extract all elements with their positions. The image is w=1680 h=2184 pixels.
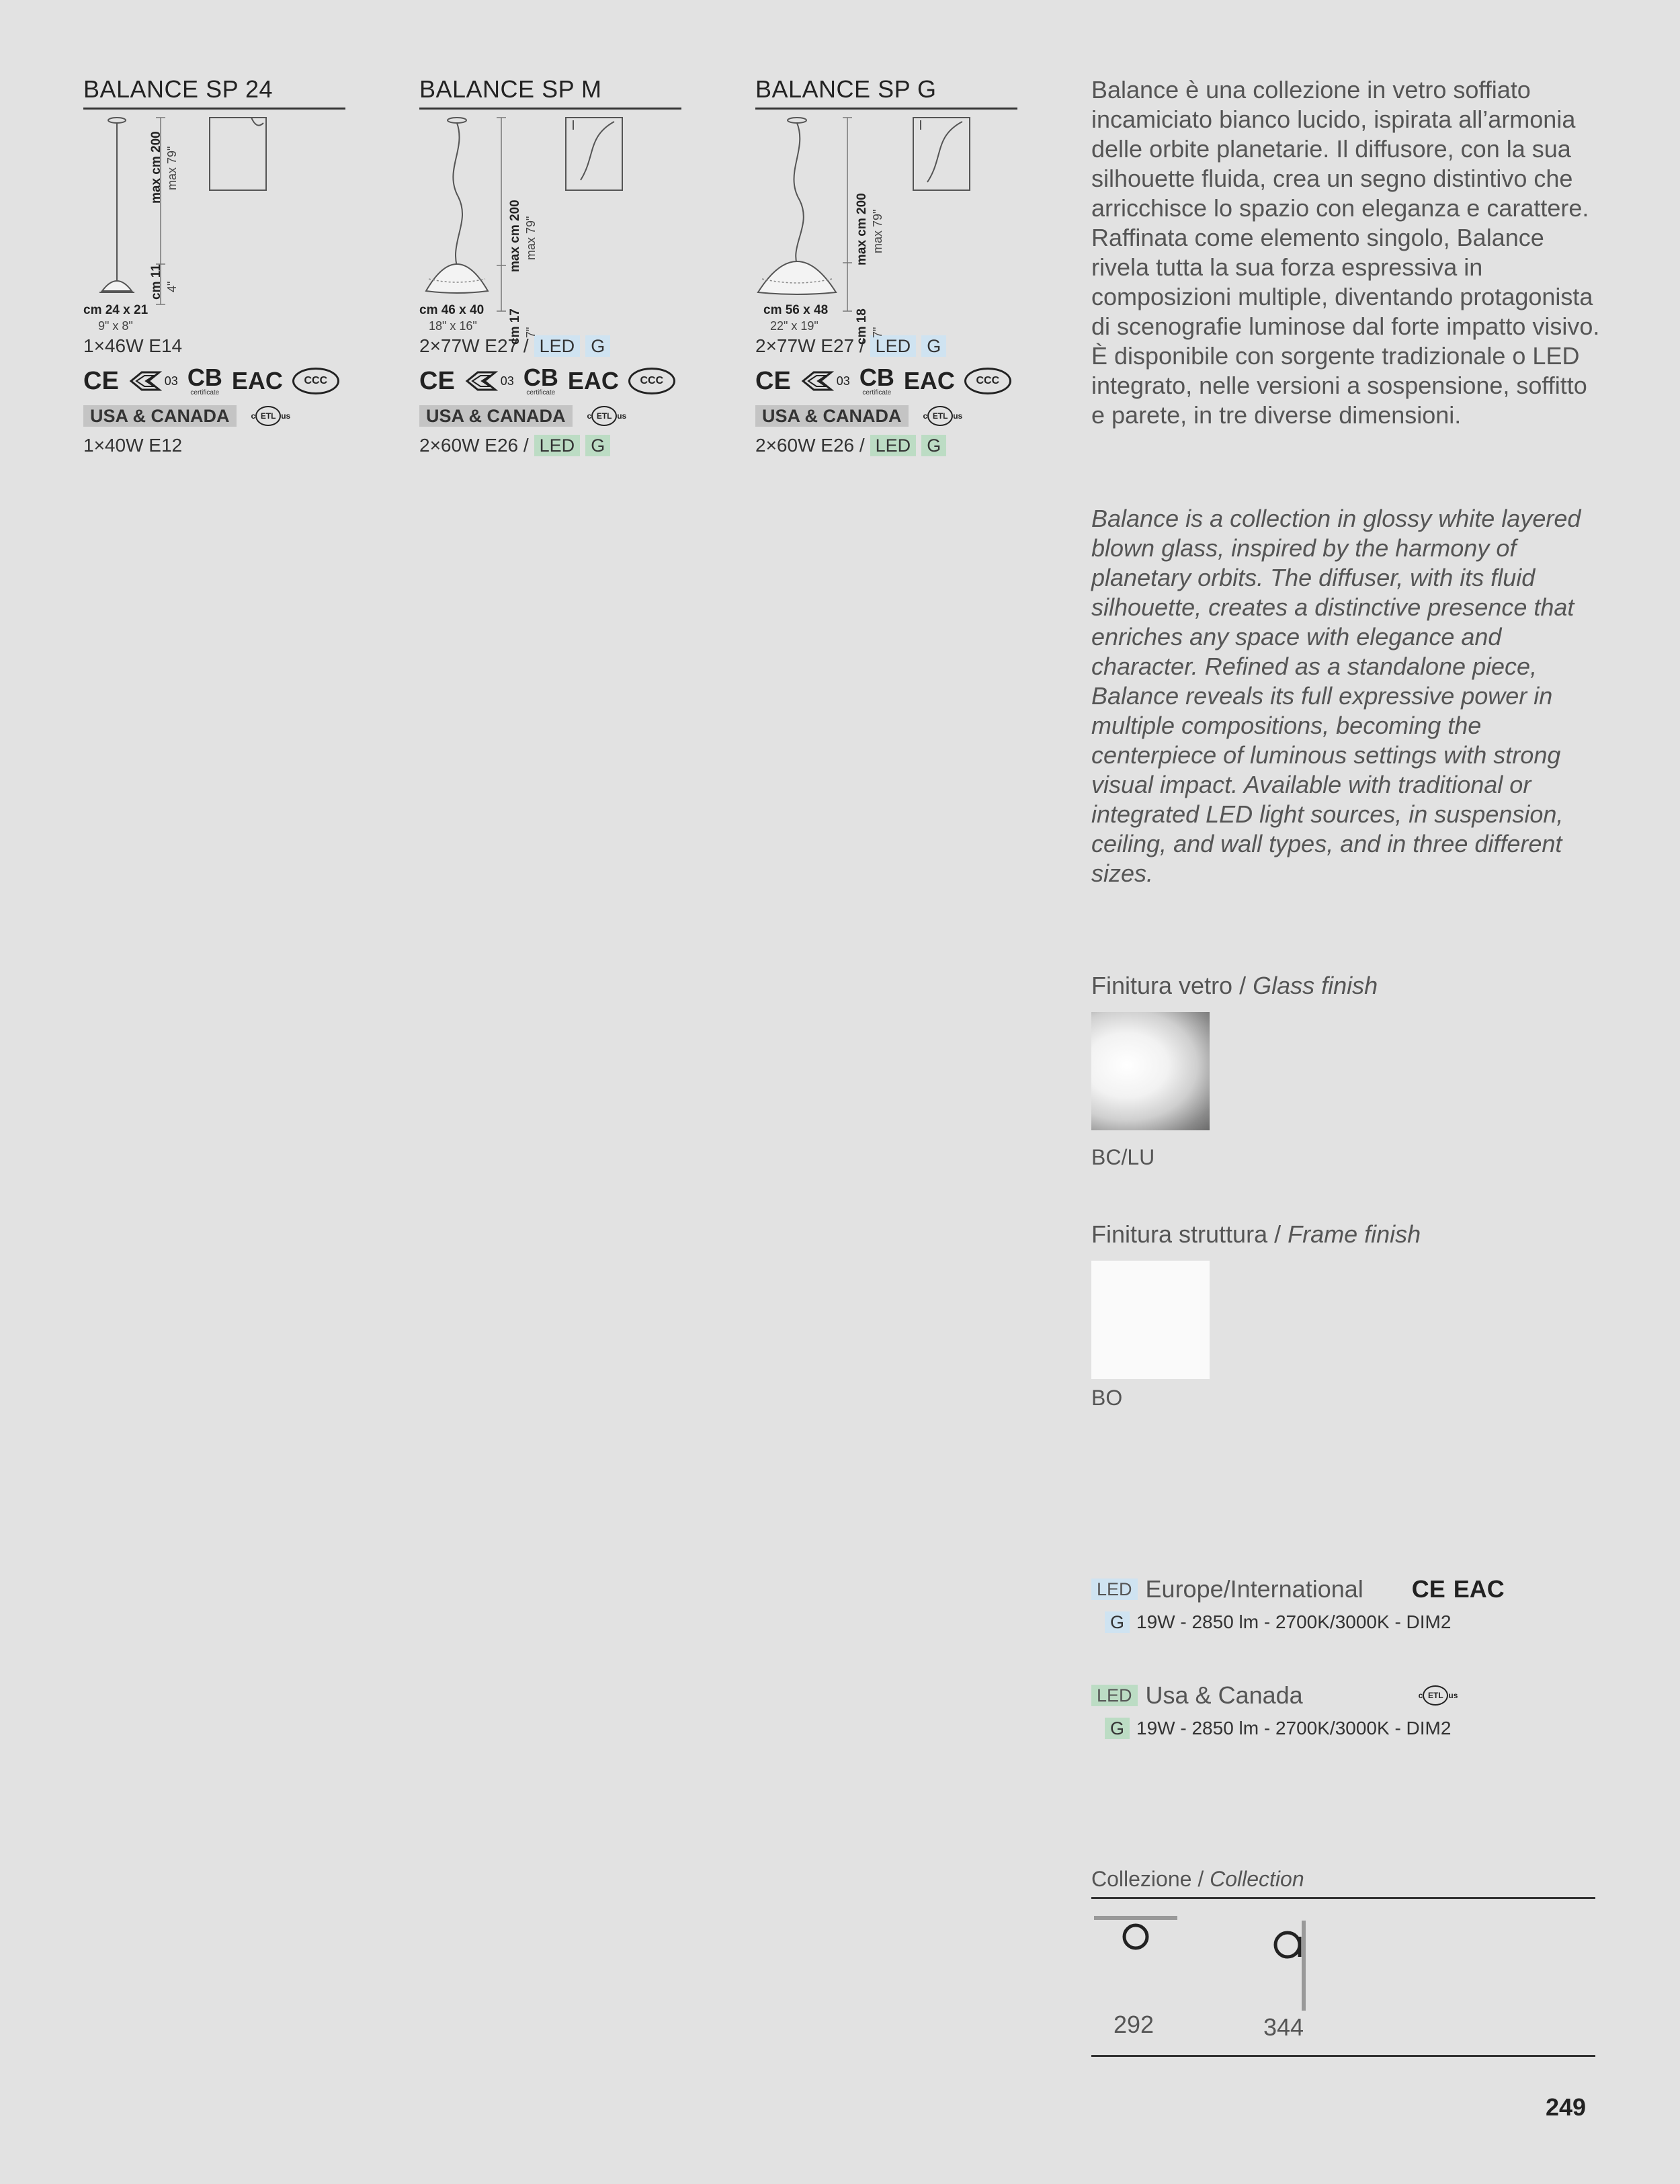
led-eu-spec: 19W - 2850 lm - 2700K/3000K - DIM2	[1136, 1611, 1452, 1632]
led-us-tag: LED	[870, 435, 917, 456]
eu-spec	[419, 331, 681, 361]
product-drawing	[83, 110, 345, 331]
collection-item-number: 292	[1114, 2011, 1154, 2038]
spec-block	[419, 331, 681, 460]
ccc-mark-icon: CCC	[292, 368, 339, 394]
cb-text: CB	[187, 364, 222, 391]
diameter-label: cm 24 x 21	[83, 303, 149, 317]
usa-canada-tag: USA & CANADA	[419, 405, 573, 427]
product-drawing	[419, 110, 681, 345]
etl-c: c	[923, 411, 928, 421]
led-us-header	[1091, 1681, 1602, 1710]
product-title: BALANCE SP 24	[83, 75, 345, 110]
etl-us: us	[953, 411, 963, 421]
led-us-block	[1091, 1681, 1602, 1739]
product-column-spg	[755, 75, 1017, 460]
etl-c: c	[251, 411, 256, 421]
eac-mark-icon: EAC	[231, 367, 283, 394]
led-us-tag: LED	[534, 435, 581, 456]
page-number: 249	[1546, 2093, 1587, 2121]
ce-mark-icon: CE	[1411, 1575, 1445, 1603]
enec-number: 03	[500, 374, 514, 388]
g-us-tag: G	[585, 435, 610, 456]
glass-finish-swatch	[1091, 1012, 1210, 1130]
frame-finish-code: BO	[1091, 1386, 1123, 1410]
collection-item-number: 344	[1263, 2013, 1304, 2041]
frame-finish-swatch	[1091, 1261, 1210, 1379]
usa-row	[419, 401, 681, 431]
etl-c: c	[1418, 1691, 1423, 1700]
glass-finish-code: BC/LU	[1091, 1145, 1155, 1169]
cb-subtext: certificate	[862, 389, 892, 396]
eu-spec-text: 2×77W E27 /	[755, 335, 865, 356]
cb-subtext: certificate	[190, 389, 220, 396]
g-eu-tag: G	[1105, 1611, 1130, 1633]
height-max-inch-label: max 79"	[871, 209, 884, 253]
diameter-inch-label: 22" x 19"	[770, 319, 818, 333]
collection-title	[1091, 1867, 1595, 1899]
cb-mark-icon	[187, 366, 222, 396]
etl-us: us	[281, 411, 291, 421]
ce-mark-icon: CE	[419, 366, 455, 395]
led-eu-header	[1091, 1575, 1602, 1603]
height-body-inch-label: 4"	[165, 281, 179, 292]
ccc-mark-icon: CCC	[628, 368, 675, 394]
description-english: Balance is a collection in glossy white layered blown glass, inspired by the harmony of planetary orbits. The diffuser, with its fluid silhouette, creates a distinctive presence that enriches any space with elegance and character. Refined as a standalone piece, Balance reveals its full expressive power in multiple compositions, becoming the centerpiece of luminous settings with strong visual impact. Available with traditional or integrated LED light sources, in suspension, ceiling, and wall types, and in three different sizes.	[1091, 505, 1581, 887]
height-body-inch-label: 7"	[871, 327, 884, 338]
g-eu-tag: G	[585, 335, 610, 357]
g-eu-tag: G	[921, 335, 946, 357]
ceiling-lamp-icon	[1091, 1914, 1212, 1968]
led-eu-label: Europe/International	[1145, 1575, 1363, 1603]
glass-finish-title-en: Glass finish	[1253, 972, 1378, 999]
collection-item-344[interactable]	[1253, 1914, 1374, 2048]
height-max-label: max cm 200	[149, 131, 163, 204]
us-spec	[83, 431, 345, 460]
frame-finish-sep: /	[1267, 1220, 1288, 1248]
glass-finish-sep: /	[1232, 972, 1253, 999]
pendant-drawing	[83, 110, 345, 331]
ccc-mark-icon: CCC	[964, 368, 1011, 394]
led-us-tag: LED	[1091, 1685, 1138, 1706]
description-column	[1091, 75, 1602, 888]
etl-text: ETL	[255, 406, 281, 426]
etl-text: ETL	[927, 406, 953, 426]
etl-mark-icon	[251, 401, 291, 431]
led-eu-tag: LED	[870, 335, 917, 357]
eu-spec-text: 1×46W E14	[83, 335, 183, 356]
enec-mark-icon	[800, 370, 850, 392]
cb-text: CB	[523, 364, 558, 391]
eac-mark-icon: EAC	[1453, 1575, 1505, 1603]
etl-text: ETL	[591, 406, 617, 426]
eu-spec	[83, 331, 345, 361]
etl-us: us	[1448, 1691, 1458, 1700]
description-italian: Balance è una collezione in vetro soffiato incamiciato bianco lucido, ispirata all’armonia delle orbite planetarie. Il diffusore, con la sua silhouette fluida, crea un segno distintivo che arricchisce lo spazio con eleganza e carattere. Raffinata come elemento singolo, Balance rivela tutta la sua forza espressiva in composizioni multiple, diventando protagonista di scenografie luminose dal forte impatto visivo. È disponibile con sorgente tradizionale o LED integrato, nelle versioni a sospensione, soffitto e parete, in tre diverse dimensioni.	[1091, 76, 1600, 429]
eac-mark-icon: EAC	[567, 367, 619, 394]
us-spec-text: 1×40W E12	[83, 435, 183, 456]
enec-number: 03	[836, 374, 850, 388]
led-us-label: Usa & Canada	[1145, 1681, 1303, 1709]
height-body-label: cm 11	[149, 264, 163, 300]
product-title: BALANCE SP M	[419, 75, 681, 110]
spec-block	[83, 331, 345, 460]
collection-sep: /	[1191, 1867, 1210, 1891]
diameter-inch-label: 9" x 8"	[98, 319, 133, 333]
product-title: BALANCE SP G	[755, 75, 1017, 110]
us-spec-text: 2×60W E26 /	[755, 435, 865, 456]
g-us-tag: G	[921, 435, 946, 456]
enec-number: 03	[164, 374, 178, 388]
pendant-drawing	[755, 110, 1017, 331]
glass-finish-title-it: Finitura vetro	[1091, 972, 1233, 999]
height-max-label: max cm 200	[855, 193, 869, 265]
ce-mark-icon: CE	[83, 366, 119, 395]
cb-mark-icon	[859, 366, 894, 396]
cert-row	[755, 361, 1017, 401]
cert-row	[419, 361, 681, 401]
usa-canada-tag: USA & CANADA	[83, 405, 237, 427]
frame-finish-title-it: Finitura struttura	[1091, 1220, 1268, 1248]
eu-spec-text: 2×77W E27 /	[419, 335, 529, 356]
product-column-sp24	[83, 75, 345, 460]
height-max-label: max cm 200	[508, 200, 522, 272]
us-spec	[755, 431, 1017, 460]
collection-bottom-rule	[1091, 2055, 1595, 2057]
g-us-tag: G	[1105, 1718, 1130, 1739]
height-body-inch-label: 7"	[524, 327, 538, 338]
height-max-inch-label: max 79"	[165, 146, 179, 190]
product-column-spm	[419, 75, 681, 460]
usa-canada-tag: USA & CANADA	[755, 405, 909, 427]
cb-text: CB	[859, 364, 894, 391]
etl-mark-icon	[923, 401, 963, 431]
collection-item-292[interactable]	[1091, 1914, 1212, 2048]
eu-spec	[755, 331, 1017, 361]
frame-finish-title-en: Frame finish	[1288, 1220, 1421, 1248]
spec-block	[755, 331, 1017, 460]
diameter-label: cm 56 x 48	[763, 303, 829, 317]
height-max-inch-label: max 79"	[524, 216, 538, 260]
led-eu-tag: LED	[534, 335, 581, 357]
etl-text: ETL	[1423, 1685, 1448, 1706]
us-spec-text: 2×60W E26 /	[419, 435, 529, 456]
height-body-label: cm 18	[855, 308, 869, 345]
diameter-label: cm 46 x 40	[419, 303, 485, 317]
pendant-drawing	[419, 110, 681, 331]
etl-mark-icon	[1419, 1685, 1458, 1706]
height-body-label: cm 17	[508, 308, 522, 345]
enec-mark-icon	[464, 370, 514, 392]
led-eu-tag: LED	[1091, 1579, 1138, 1600]
led-eu-block	[1091, 1575, 1602, 1633]
etl-mark-icon	[587, 401, 627, 431]
led-eu-spec-row	[1105, 1611, 1602, 1633]
diameter-inch-label: 18" x 16"	[429, 319, 477, 333]
usa-row	[83, 401, 345, 431]
led-us-spec: 19W - 2850 lm - 2700K/3000K - DIM2	[1136, 1718, 1452, 1738]
glass-finish-title	[1091, 972, 1378, 1000]
eac-mark-icon: EAC	[903, 367, 955, 394]
cb-mark-icon	[523, 366, 558, 396]
etl-us: us	[617, 411, 627, 421]
ce-mark-icon: CE	[755, 366, 791, 395]
product-drawing	[755, 110, 1017, 345]
frame-finish-title	[1091, 1220, 1421, 1249]
us-spec	[419, 431, 681, 460]
enec-mark-icon	[128, 370, 178, 392]
collection-title-it: Collezione	[1091, 1867, 1192, 1891]
wall-lamp-icon	[1253, 1914, 1333, 2021]
etl-c: c	[587, 411, 592, 421]
cert-row	[83, 361, 345, 401]
collection-title-en: Collection	[1210, 1867, 1304, 1891]
usa-row	[755, 401, 1017, 431]
led-us-spec-row	[1105, 1718, 1602, 1739]
cb-subtext: certificate	[526, 389, 556, 396]
